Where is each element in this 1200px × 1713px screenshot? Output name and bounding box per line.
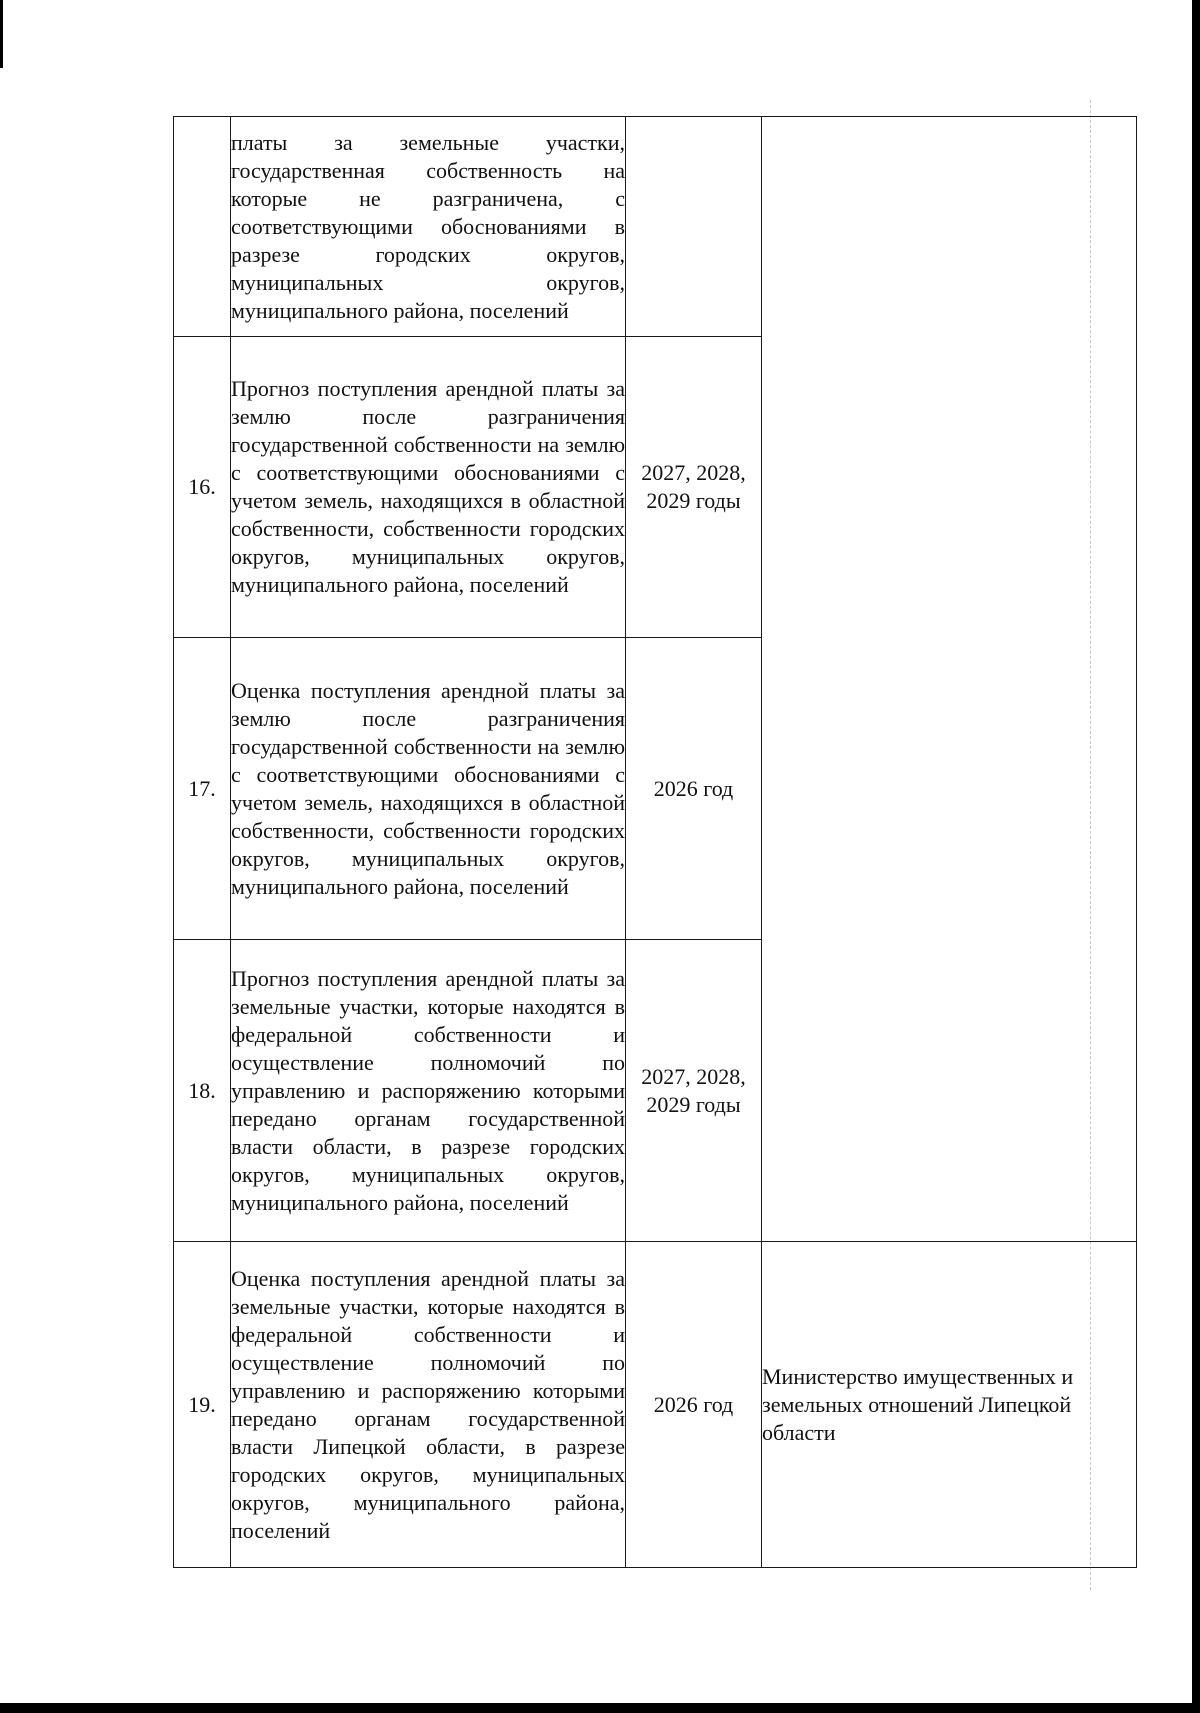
- description-line: областной собственности,: [231, 789, 625, 843]
- description-line: органам государственной власти: [231, 1105, 626, 1159]
- term-line: 2027, 2028,: [641, 460, 746, 485]
- description-line: собственности городских округов,: [231, 516, 626, 569]
- description-last-line: муниципального района, поселений: [231, 873, 569, 899]
- description-last-line: муниципального района, поселений: [231, 297, 569, 323]
- measures-table: [173, 116, 1137, 1568]
- measure-description: [231, 940, 626, 1242]
- description-line: округов, муниципального района,: [231, 1489, 625, 1515]
- term-cell: [626, 638, 762, 940]
- description-line: Оценка поступления арендной: [231, 677, 530, 703]
- description-line: распоряжению которыми передано: [231, 1377, 625, 1431]
- scan-edge-right: [1192, 0, 1200, 1713]
- term-line: 2027, 2028,: [641, 1063, 746, 1089]
- description-line: муниципальных округов,: [351, 544, 625, 569]
- scan-edge-left: [0, 0, 3, 68]
- description-line: собственности и осуществление: [231, 1021, 625, 1075]
- row-number: 16.: [174, 337, 231, 638]
- description-line: с учетом земель, находящихся в: [231, 460, 625, 513]
- term-line: 2029 годы: [646, 1091, 741, 1117]
- measure-description: [231, 1242, 626, 1568]
- table-row: [174, 117, 1137, 337]
- description-line: Липецкой области, в разрезе: [313, 1433, 625, 1459]
- description-line: области, в разрезе городских: [312, 1133, 625, 1159]
- responsible-line: земельных отношений Липецкой: [762, 1391, 1072, 1417]
- description-line: с учетом земель, находящихся в: [231, 761, 625, 815]
- description-line: разграничения государственной: [231, 705, 626, 759]
- term-cell: [626, 1242, 762, 1568]
- description-line: платы за землю после: [231, 376, 625, 429]
- description-line: соответствующими обоснованиями: [231, 213, 587, 239]
- term-line: 2026 год: [653, 1391, 734, 1417]
- description-last-line: поселений: [231, 1517, 331, 1543]
- term-cell: [626, 337, 762, 638]
- description-line: городских округов, муниципальных: [231, 1461, 625, 1487]
- description-line: округов, муниципальных округов,: [231, 1161, 625, 1187]
- scan-edge-bottom: [0, 1703, 1200, 1713]
- description-line: собственности на землю с: [231, 733, 626, 787]
- responsible-line: области: [762, 1419, 836, 1445]
- table-row: [174, 1242, 1137, 1568]
- description-line: соответствующими обоснованиями: [256, 460, 600, 485]
- description-line: платы за земельные участки,: [231, 1265, 625, 1319]
- term-line: 2026 год: [653, 775, 734, 801]
- description-line: собственности городских округов,: [231, 817, 626, 871]
- term-cell: [626, 117, 762, 337]
- description-line: разграничения государственной: [231, 404, 626, 457]
- description-line: платы за земельные участки,: [231, 129, 625, 155]
- description-line: Оценка поступления арендной: [231, 1265, 530, 1291]
- description-line: областной собственности,: [231, 488, 625, 541]
- description-line: платы за земельные участки,: [231, 965, 625, 1019]
- description-line: платы за землю после: [231, 677, 625, 731]
- term-line: 2029 годы: [646, 488, 741, 513]
- row-number: 19.: [174, 1242, 231, 1568]
- description-line: собственности на землю с: [231, 432, 626, 485]
- row-number: 17.: [174, 638, 231, 940]
- term-cell: [626, 940, 762, 1242]
- description-line: распоряжению которыми передано: [231, 1077, 625, 1131]
- responsible-cell-empty: [762, 117, 1137, 1242]
- responsible-cell: [762, 1242, 1137, 1568]
- measure-description: [231, 117, 626, 337]
- row-number: 18.: [174, 940, 231, 1242]
- description-line: соответствующими обоснованиями: [256, 761, 600, 787]
- description-last-line: муниципального района, поселений: [231, 572, 569, 597]
- description-line: полномочий по управлению и: [231, 1049, 625, 1103]
- responsible-line: Министерство имущественных и: [762, 1363, 1074, 1389]
- description-line: полномочий по управлению и: [231, 1349, 625, 1403]
- description-line: которые находятся в федеральной: [231, 1293, 625, 1347]
- description-last-line: муниципального района, поселений: [231, 1189, 569, 1215]
- description-line: Прогноз поступления арендной: [231, 965, 534, 991]
- description-line: собственности и осуществление: [231, 1321, 625, 1375]
- description-line: муниципальных округов,: [351, 845, 625, 871]
- description-line: в разрезе городских округов,: [231, 213, 625, 267]
- description-line: муниципальных округов,: [231, 269, 625, 295]
- measure-description: [231, 337, 626, 638]
- description-line: которые не разграничена, с: [231, 185, 625, 211]
- description-line: государственная собственность на: [231, 157, 625, 183]
- description-line: которые находятся в федеральной: [231, 993, 625, 1047]
- description-line: Прогноз поступления арендной: [231, 376, 534, 401]
- measure-description: [231, 638, 626, 940]
- row-number: [174, 117, 231, 337]
- description-line: органам государственной власти: [231, 1405, 626, 1459]
